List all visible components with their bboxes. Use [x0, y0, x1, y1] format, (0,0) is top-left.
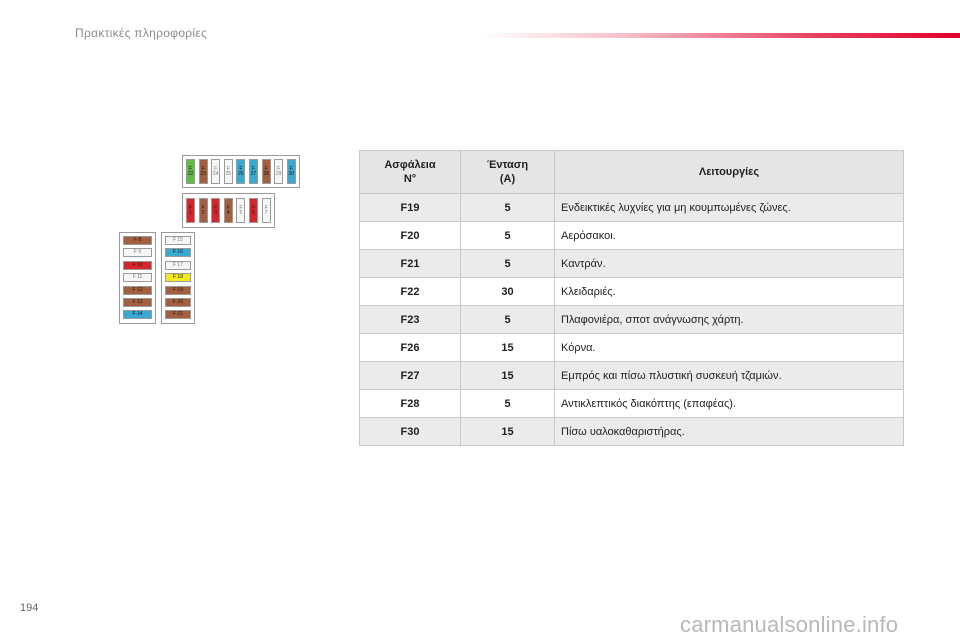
fuse-number: 2	[201, 209, 205, 216]
amperage-cell: 5	[461, 222, 555, 250]
fuse-letter: F	[201, 165, 205, 172]
fuse-number: 29	[275, 170, 282, 177]
fuse-f5	[236, 198, 245, 223]
fuse-number: 22	[187, 170, 194, 177]
fuse-letter: F	[289, 165, 293, 172]
amperage-cell: 5	[461, 194, 555, 222]
table-row	[360, 362, 904, 390]
function-cell: Κλειδαριές.	[555, 278, 904, 306]
amperage-cell: 15	[461, 334, 555, 362]
page-number: 194	[20, 602, 39, 614]
fuse-box-middle-row	[182, 193, 275, 228]
fuse-letter: F	[239, 165, 243, 172]
fuse-f15: F 15	[165, 236, 191, 245]
header-amperage-label: Ένταση	[486, 159, 529, 171]
amperage-cell: 5	[461, 390, 555, 418]
fuse-letter: F	[251, 204, 256, 211]
fuse-letter: F	[264, 204, 268, 211]
fuse-number: 1	[189, 209, 192, 216]
fuse-table	[359, 150, 904, 446]
fuse-number: 23	[200, 170, 206, 177]
fuse-letter: F	[214, 165, 218, 172]
function-cell: Καντράν.	[555, 250, 904, 278]
fuse-f29	[274, 159, 283, 184]
fuse-letter: F	[277, 165, 281, 172]
fuse-f27	[249, 159, 258, 184]
fuse-f23	[199, 159, 208, 184]
fuse-f10: F 10	[123, 261, 152, 270]
fuse-f1	[186, 198, 195, 223]
fuse-number: 5	[239, 209, 243, 216]
amperage-cell: 30	[461, 278, 555, 306]
fuse-letter: F	[188, 204, 193, 211]
function-cell: Κόρνα.	[555, 334, 904, 362]
header-fuse-no: N°	[403, 173, 417, 185]
fuse-box-top-row	[182, 155, 300, 188]
fuse-number-cell: F21	[360, 250, 461, 278]
fuse-number: 7	[264, 209, 268, 216]
fuse-letter: F	[239, 204, 243, 211]
fuse-f7	[262, 198, 271, 223]
fuse-f24	[211, 159, 220, 184]
fuse-letter: F	[201, 204, 205, 211]
page-header-title: Πρακτικές πληροφορίες	[75, 26, 208, 40]
fuse-f30	[287, 159, 296, 184]
fuse-f20: F 20	[165, 298, 191, 307]
fuse-f13: F 13	[123, 298, 152, 307]
header-amperage	[461, 151, 555, 194]
table-row	[360, 278, 904, 306]
table-row	[360, 194, 904, 222]
fuse-f9: F 9	[123, 248, 152, 257]
fuse-f28	[262, 159, 271, 184]
amperage-cell: 15	[461, 418, 555, 446]
fuse-number: 4	[226, 209, 230, 216]
table-row	[360, 390, 904, 418]
table-row	[360, 334, 904, 362]
fuse-letter: F	[264, 165, 268, 172]
fuse-letter: F	[214, 204, 218, 211]
fuse-f11: F 11	[123, 273, 152, 282]
fuse-number: 6	[252, 209, 255, 216]
fuse-f3	[211, 198, 220, 223]
fuse-letter: F	[226, 165, 230, 172]
amperage-cell: 15	[461, 362, 555, 390]
header-fuse-label: Ασφάλεια	[384, 159, 436, 171]
fuse-letter: F	[188, 165, 193, 172]
header-fuse-number	[360, 151, 461, 194]
fuse-number-cell: F19	[360, 194, 461, 222]
fuse-box-left-column	[119, 232, 156, 324]
table-header-row	[360, 151, 904, 194]
amperage-cell: 5	[461, 306, 555, 334]
fuse-f21: F 21	[165, 310, 191, 319]
fuse-number: 27	[250, 170, 257, 177]
fuse-f26	[236, 159, 245, 184]
header-functions: Λειτουργίες	[555, 151, 904, 194]
fuse-f22	[186, 159, 195, 184]
header-accent-bar	[480, 33, 960, 38]
fuse-box-right-column	[161, 232, 195, 324]
fuse-letter: F	[251, 165, 256, 172]
fuse-number-cell: F20	[360, 222, 461, 250]
function-cell: Πίσω υαλοκαθαριστήρας.	[555, 418, 904, 446]
fuse-number: 3	[214, 209, 218, 216]
fuse-f16: F 16	[165, 248, 191, 257]
fuse-number: 24	[212, 170, 219, 177]
fuse-number: 26	[238, 170, 244, 177]
function-cell: Αερόσακοι.	[555, 222, 904, 250]
function-cell: Εμπρός και πίσω πλυστική συσκευή τζαμιών.	[555, 362, 904, 390]
table-row	[360, 306, 904, 334]
fuse-number: 30	[288, 170, 295, 177]
table-row	[360, 222, 904, 250]
fuse-f18: F 18	[165, 273, 191, 282]
fuse-number: 28	[263, 170, 269, 177]
fuse-number-cell: F28	[360, 390, 461, 418]
fuse-f19: F 19	[165, 286, 191, 295]
fuse-number: 25	[225, 170, 232, 177]
fuse-number-cell: F26	[360, 334, 461, 362]
fuse-f25	[224, 159, 233, 184]
fuse-f2	[199, 198, 208, 223]
fuse-f14: F 14	[123, 310, 152, 319]
fuse-f6	[249, 198, 258, 223]
table-row	[360, 418, 904, 446]
amperage-cell: 5	[461, 250, 555, 278]
fuse-letter: F	[226, 204, 230, 211]
header-amperage-unit: (A)	[499, 173, 516, 185]
fuse-number-cell: F23	[360, 306, 461, 334]
function-cell: Ενδεικτικές λυχνίες για μη κουμπωμένες ζώνες.	[555, 194, 904, 222]
fuse-number-cell: F30	[360, 418, 461, 446]
fuse-number-cell: F22	[360, 278, 461, 306]
fuse-f17: F 17	[165, 261, 191, 270]
function-cell: Αντικλεπτικός διακόπτης (επαφέας).	[555, 390, 904, 418]
table-row	[360, 250, 904, 278]
fuse-number-cell: F27	[360, 362, 461, 390]
fuse-f4	[224, 198, 233, 223]
fuse-f12: F 12	[123, 286, 152, 295]
fuse-f8: F 8	[123, 236, 152, 245]
watermark: carmanualsonline.info	[680, 612, 899, 637]
function-cell: Πλαφονιέρα, σποτ ανάγνωσης χάρτη.	[555, 306, 904, 334]
